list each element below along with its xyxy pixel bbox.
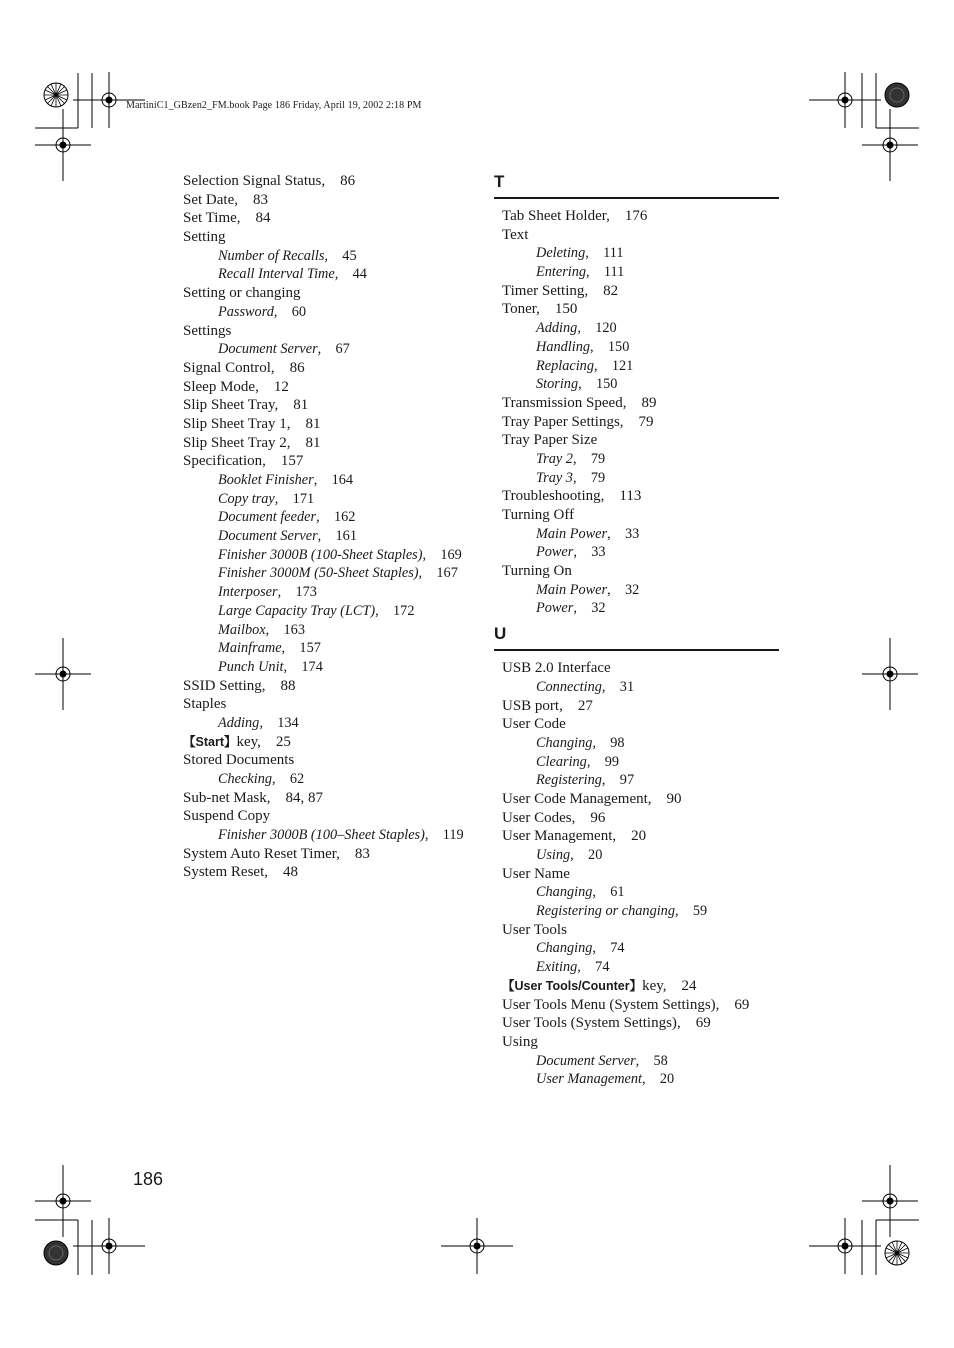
section-letter: T bbox=[494, 172, 505, 191]
page-ref: 25 bbox=[275, 733, 291, 750]
entry-term: Power bbox=[536, 600, 574, 617]
page-ref: 20 bbox=[588, 847, 603, 863]
entry-term: Document Server bbox=[218, 341, 318, 358]
page-ref: 162 bbox=[333, 509, 356, 526]
entry-term: User Code Management bbox=[502, 790, 648, 807]
page-ref: 81 bbox=[305, 434, 321, 451]
entry-term: System Reset bbox=[183, 864, 265, 881]
index-subentry: Connecting, 31 bbox=[536, 678, 635, 695]
page-ref: 69 bbox=[695, 1015, 711, 1032]
page-ref: 32 bbox=[591, 600, 606, 617]
index-entry bbox=[183, 751, 483, 770]
entry-term: Booklet Finisher bbox=[218, 472, 314, 488]
entry-term: key bbox=[642, 977, 663, 994]
entry-term: System Auto Reset Timer bbox=[183, 845, 337, 862]
book-file-header: MartiniC1_GBzen2_FM.book Page 186 Friday, April 19, 2002 2:18 PM bbox=[126, 100, 422, 111]
page-ref: 164 bbox=[331, 472, 354, 488]
entry-term: Document Server bbox=[536, 1052, 636, 1069]
entry-term: Toner bbox=[502, 301, 537, 318]
section-rule bbox=[494, 649, 779, 651]
entry-term: Recall Interval Time bbox=[218, 266, 335, 283]
index-subentry: Document Server, 67 bbox=[218, 341, 350, 358]
entry-term: Timer Setting bbox=[502, 282, 585, 299]
index-subentry: User Management, 20 bbox=[536, 1071, 675, 1088]
entry-term: Entering bbox=[536, 264, 587, 281]
index-subentry: Password, 60 bbox=[218, 303, 307, 320]
entry-term: Changing bbox=[536, 734, 593, 751]
index-column-left bbox=[183, 172, 483, 882]
page-ref: 113 bbox=[619, 488, 642, 505]
index-subentry: Tray 2, 79 bbox=[536, 450, 606, 467]
page-ref: 121 bbox=[611, 357, 634, 374]
index-entry: User Tools Menu (System Settings), 69 bbox=[502, 996, 750, 1013]
index-entry bbox=[183, 807, 483, 826]
entry-term: USB 2.0 Interface bbox=[502, 660, 611, 677]
entry-term: Clearing bbox=[536, 753, 587, 770]
index-entry: Signal Control, 86 bbox=[183, 359, 305, 376]
entry-term: Adding bbox=[536, 320, 578, 337]
entry-term: Selection Signal Status bbox=[183, 173, 322, 189]
page-ref: 81 bbox=[293, 397, 309, 414]
page-ref: 74 bbox=[595, 959, 610, 976]
key-name: 【Start】 bbox=[183, 734, 237, 749]
entry-term: Set Date bbox=[183, 191, 235, 208]
index-entry: System Auto Reset Timer, 83 bbox=[183, 845, 370, 862]
entry-term: Set Time bbox=[183, 210, 237, 227]
page-ref: 83 bbox=[354, 845, 370, 862]
entry-term: Finisher 3000B (100–Sheet Staples) bbox=[218, 827, 425, 844]
page-ref: 111 bbox=[603, 245, 624, 262]
index-subentry: Checking, 62 bbox=[218, 771, 305, 787]
index-entry: Sleep Mode, 12 bbox=[183, 378, 289, 395]
page-ref: 157 bbox=[299, 640, 321, 657]
entry-term: Registering bbox=[536, 772, 602, 789]
entry-term: Slip Sheet Tray bbox=[183, 397, 275, 414]
entry-term: Tray 3 bbox=[536, 469, 573, 486]
entry-term: Tray 2 bbox=[536, 450, 573, 467]
index-subentry: Mainframe, 157 bbox=[218, 640, 321, 657]
page-ref: 98 bbox=[610, 734, 625, 751]
index-section-u bbox=[494, 624, 779, 1089]
entry-term: Finisher 3000M (50-Sheet Staples) bbox=[218, 565, 419, 582]
page-ref: 27 bbox=[577, 697, 593, 714]
page-ref: 174 bbox=[301, 658, 323, 675]
page-ref: 96 bbox=[590, 809, 606, 826]
index-entry bbox=[183, 228, 483, 247]
entry-term: Storing bbox=[536, 376, 579, 393]
entry-term: Main Power bbox=[536, 581, 608, 598]
entry-term: User Tools Menu (System Settings) bbox=[502, 996, 716, 1013]
index-entry bbox=[494, 865, 779, 884]
page-ref: 79 bbox=[590, 469, 606, 486]
entry-term: Document feeder bbox=[218, 509, 317, 526]
index-subentry: Changing, 74 bbox=[536, 940, 625, 957]
entry-term: Main Power bbox=[536, 525, 608, 542]
entry-term: Tray Paper Size bbox=[502, 432, 598, 449]
index-entry: SSID Setting, 88 bbox=[183, 677, 296, 694]
index-subentry: Punch Unit, 174 bbox=[218, 658, 323, 675]
page-ref: 84 bbox=[255, 210, 271, 227]
page-ref: 111 bbox=[603, 264, 625, 281]
index-entry: USB port, 27 bbox=[502, 697, 593, 714]
index-entry: Troubleshooting, 113 bbox=[502, 488, 642, 505]
entry-term: Slip Sheet Tray 1 bbox=[183, 415, 287, 432]
entry-term: Text bbox=[502, 226, 529, 243]
index-entry bbox=[494, 226, 779, 245]
entry-term: Slip Sheet Tray 2 bbox=[183, 434, 287, 451]
section-rule bbox=[494, 197, 779, 199]
page-ref: 69 bbox=[734, 996, 750, 1013]
entry-term: Suspend Copy bbox=[183, 808, 271, 825]
index-subentry: Clearing, 99 bbox=[536, 753, 620, 770]
index-entry: Slip Sheet Tray 1, 81 bbox=[183, 415, 321, 432]
entry-term: Setting or changing bbox=[183, 285, 301, 302]
page-ref: 169 bbox=[440, 546, 462, 563]
entry-term: Interposer bbox=[218, 584, 278, 601]
index-entry: 【User Tools/Counter】key, 24 bbox=[502, 977, 697, 994]
entry-term: Document Server bbox=[218, 528, 318, 545]
page-ref: 120 bbox=[595, 320, 617, 337]
entry-term: Password bbox=[218, 303, 274, 320]
page-ref: 79 bbox=[590, 450, 606, 467]
entry-term: Turning Off bbox=[502, 507, 575, 523]
entry-term: Transmission Speed bbox=[502, 394, 623, 411]
page-ref: 134 bbox=[277, 714, 299, 731]
index-entry: User Code Management, 90 bbox=[502, 790, 682, 807]
index-entry: Tray Paper Settings, 79 bbox=[502, 413, 654, 430]
page-ref: 171 bbox=[292, 490, 315, 507]
page-ref: 97 bbox=[619, 772, 635, 789]
index-subentry: Handling, 150 bbox=[536, 338, 630, 355]
page-ref: 88 bbox=[280, 677, 296, 694]
entry-term: Staples bbox=[183, 696, 227, 713]
page-ref: 99 bbox=[604, 753, 620, 770]
entry-term: Using bbox=[502, 1033, 538, 1050]
page-ref: 60 bbox=[291, 303, 307, 320]
entry-term: Changing bbox=[536, 940, 593, 957]
index-entry bbox=[494, 921, 779, 940]
entry-term: Mailbox bbox=[218, 621, 266, 638]
index-subentry: Recall Interval Time, 44 bbox=[218, 266, 367, 283]
page-ref: 24 bbox=[681, 977, 697, 994]
index-subentry: Registering, 97 bbox=[536, 772, 635, 789]
entry-term: Setting bbox=[183, 229, 226, 246]
page-ref: 48 bbox=[283, 864, 298, 881]
entry-term: Turning On bbox=[502, 563, 572, 580]
entry-term: Finisher 3000B (100-Sheet Staples) bbox=[218, 546, 423, 563]
entry-term: Using bbox=[536, 847, 571, 863]
index-subentry: Number of Recalls, 45 bbox=[218, 247, 357, 264]
entry-term: User Code bbox=[502, 716, 566, 733]
index-subentry: Storing, 150 bbox=[536, 376, 618, 393]
page-ref: 150 bbox=[595, 376, 618, 393]
entry-term: SSID Setting bbox=[183, 677, 262, 694]
page-ref: 89 bbox=[641, 394, 657, 411]
entry-term: Settings bbox=[183, 322, 232, 339]
page-ref: 74 bbox=[610, 940, 625, 957]
index-subentry: Document feeder, 162 bbox=[218, 509, 356, 526]
entry-term: User Tools bbox=[502, 921, 567, 938]
index-subentry: Changing, 98 bbox=[536, 734, 625, 751]
entry-term: Connecting bbox=[536, 678, 602, 695]
page-ref: 61 bbox=[610, 884, 625, 901]
index-subentry: Entering, 111 bbox=[536, 264, 625, 281]
page-ref: 62 bbox=[289, 771, 305, 787]
entry-term: Handling bbox=[536, 338, 591, 355]
entry-term: Exiting bbox=[536, 959, 578, 976]
page-number: 186 bbox=[133, 1169, 164, 1189]
page-ref: 59 bbox=[692, 903, 708, 920]
entry-term: USB port bbox=[502, 697, 560, 714]
index-entry bbox=[183, 695, 483, 714]
entry-term: Punch Unit bbox=[218, 658, 284, 675]
index-subentry: Replacing, 121 bbox=[536, 357, 634, 374]
page-ref: 44 bbox=[352, 266, 367, 283]
index-subentry: Registering or changing, 59 bbox=[536, 903, 708, 920]
index-entry bbox=[183, 284, 483, 303]
page-ref: 67 bbox=[335, 341, 350, 358]
index-entry bbox=[494, 431, 779, 450]
index-subentry: Mailbox, 163 bbox=[218, 621, 305, 638]
index-subentry: Power, 33 bbox=[536, 544, 606, 561]
index-entry: Sub-net Mask, 84, 87 bbox=[183, 789, 323, 806]
index-subentry: Adding, 134 bbox=[218, 714, 299, 731]
index-entry: System Reset, 48 bbox=[183, 864, 298, 881]
index-section-t bbox=[494, 172, 779, 618]
section-letter: U bbox=[494, 624, 507, 644]
index-subentry: Document Server, 58 bbox=[536, 1052, 668, 1069]
index-subentry: Booklet Finisher, 164 bbox=[218, 472, 354, 488]
page-ref: 84, 87 bbox=[285, 789, 323, 806]
index-entry: User Codes, 96 bbox=[502, 809, 606, 826]
entry-term: Changing bbox=[536, 884, 593, 901]
entry-term: Registering or changing bbox=[536, 903, 675, 920]
index-subentry: Document Server, 161 bbox=[218, 528, 357, 545]
page-ref: 45 bbox=[342, 247, 357, 264]
page-ref: 31 bbox=[619, 678, 635, 695]
page-ref: 82 bbox=[603, 282, 619, 299]
index-entry: Selection Signal Status, 86 bbox=[183, 173, 356, 189]
page-ref: 167 bbox=[436, 565, 458, 582]
index-entry: User Management, 20 bbox=[502, 828, 647, 845]
page-ref: 163 bbox=[283, 621, 305, 638]
page-ref: 86 bbox=[289, 359, 305, 376]
index-entry: Tab Sheet Holder, 176 bbox=[502, 208, 648, 224]
index-subentry: Tray 3, 79 bbox=[536, 469, 606, 486]
page-ref: 32 bbox=[624, 581, 640, 598]
entry-term: Stored Documents bbox=[183, 752, 295, 769]
index-subentry: Changing, 61 bbox=[536, 884, 625, 901]
entry-term: Large Capacity Tray (LCT) bbox=[218, 602, 376, 619]
index-entry bbox=[494, 562, 779, 581]
index-entry: Set Date, 83 bbox=[183, 191, 268, 208]
index-subentry: Large Capacity Tray (LCT), 172 bbox=[218, 602, 415, 619]
page-ref: 157 bbox=[280, 453, 304, 470]
index-entry: User Tools (System Settings), 69 bbox=[502, 1015, 711, 1032]
page-ref: 86 bbox=[340, 173, 356, 189]
entry-term: Sub-net Mask bbox=[183, 789, 267, 806]
index-entry: Transmission Speed, 89 bbox=[502, 394, 657, 411]
entry-term: Mainframe bbox=[218, 640, 282, 657]
page-ref: 20 bbox=[631, 828, 647, 845]
index-entry bbox=[494, 1033, 779, 1052]
index-entry bbox=[494, 715, 779, 734]
entry-term: Power bbox=[536, 544, 574, 561]
entry-term: key bbox=[236, 733, 258, 750]
page-ref: 150 bbox=[554, 301, 578, 318]
entry-term: Copy tray bbox=[218, 490, 275, 507]
index-subentry: Finisher 3000M (50-Sheet Staples), 167 bbox=[218, 565, 458, 582]
index-entry bbox=[494, 659, 779, 678]
index-subentry: Deleting, 111 bbox=[536, 245, 624, 262]
entry-term: Troubleshooting bbox=[502, 488, 601, 505]
index-subentry: Finisher 3000B (100-Sheet Staples), 169 bbox=[218, 546, 462, 563]
index-subentry: Interposer, 173 bbox=[218, 584, 317, 601]
page-ref: 33 bbox=[624, 525, 640, 542]
entry-term: Number of Recalls bbox=[218, 247, 325, 264]
index-entry: Set Time, 84 bbox=[183, 210, 271, 227]
entry-term: Deleting bbox=[536, 245, 586, 262]
page-ref: 176 bbox=[624, 208, 648, 224]
entry-term: Tray Paper Settings bbox=[502, 413, 620, 430]
entry-term: Checking bbox=[218, 771, 272, 787]
index-subentry: Copy tray, 171 bbox=[218, 490, 315, 507]
entry-term: Sleep Mode bbox=[183, 378, 256, 395]
page-ref: 20 bbox=[659, 1071, 675, 1088]
page-ref: 119 bbox=[442, 827, 464, 844]
index-entry: Toner, 150 bbox=[502, 301, 578, 318]
entry-term: Adding bbox=[218, 714, 260, 731]
page-ref: 150 bbox=[607, 338, 630, 355]
index-entry bbox=[494, 506, 779, 525]
index-entry: Timer Setting, 82 bbox=[502, 282, 619, 299]
page-ref: 172 bbox=[393, 602, 415, 619]
index-subentry: Main Power, 32 bbox=[536, 581, 640, 598]
page-ref: 58 bbox=[653, 1052, 668, 1069]
entry-term: Replacing bbox=[536, 357, 594, 374]
index-entry bbox=[183, 322, 483, 341]
entry-term: User Name bbox=[502, 865, 570, 882]
index-entry: Specification, 157 bbox=[183, 453, 304, 470]
entry-term: User Management bbox=[536, 1071, 643, 1088]
page-ref: 83 bbox=[252, 191, 268, 208]
index-subentry: Exiting, 74 bbox=[536, 959, 610, 976]
index-subentry: Adding, 120 bbox=[536, 320, 617, 337]
entry-term: Signal Control bbox=[183, 359, 271, 376]
page-ref: 81 bbox=[305, 415, 321, 432]
entry-term: User Management bbox=[502, 828, 613, 845]
index-subentry: Finisher 3000B (100–Sheet Staples), 119 bbox=[218, 827, 464, 844]
page-ref: 33 bbox=[591, 544, 606, 561]
entry-term: User Tools (System Settings) bbox=[502, 1015, 677, 1032]
index-subentry: Main Power, 33 bbox=[536, 525, 640, 542]
entry-term: Specification bbox=[183, 453, 263, 470]
index-entry: Slip Sheet Tray 2, 81 bbox=[183, 434, 321, 451]
index-column-right bbox=[494, 172, 779, 1089]
index-subentry: Using, 20 bbox=[536, 847, 603, 863]
page-ref: 161 bbox=[335, 528, 357, 545]
key-name: 【User Tools/Counter】 bbox=[502, 978, 643, 993]
entry-term: User Codes bbox=[502, 809, 572, 826]
page-ref: 173 bbox=[295, 584, 317, 601]
index-subentry: Power, 32 bbox=[536, 600, 606, 617]
page-ref: 79 bbox=[638, 413, 654, 430]
page-ref: 12 bbox=[273, 378, 289, 395]
entry-term: Tab Sheet Holder bbox=[502, 208, 607, 224]
page-ref: 90 bbox=[666, 790, 682, 807]
index-entry: 【Start】key, 25 bbox=[183, 733, 291, 750]
index-entry: Slip Sheet Tray, 81 bbox=[183, 397, 309, 414]
